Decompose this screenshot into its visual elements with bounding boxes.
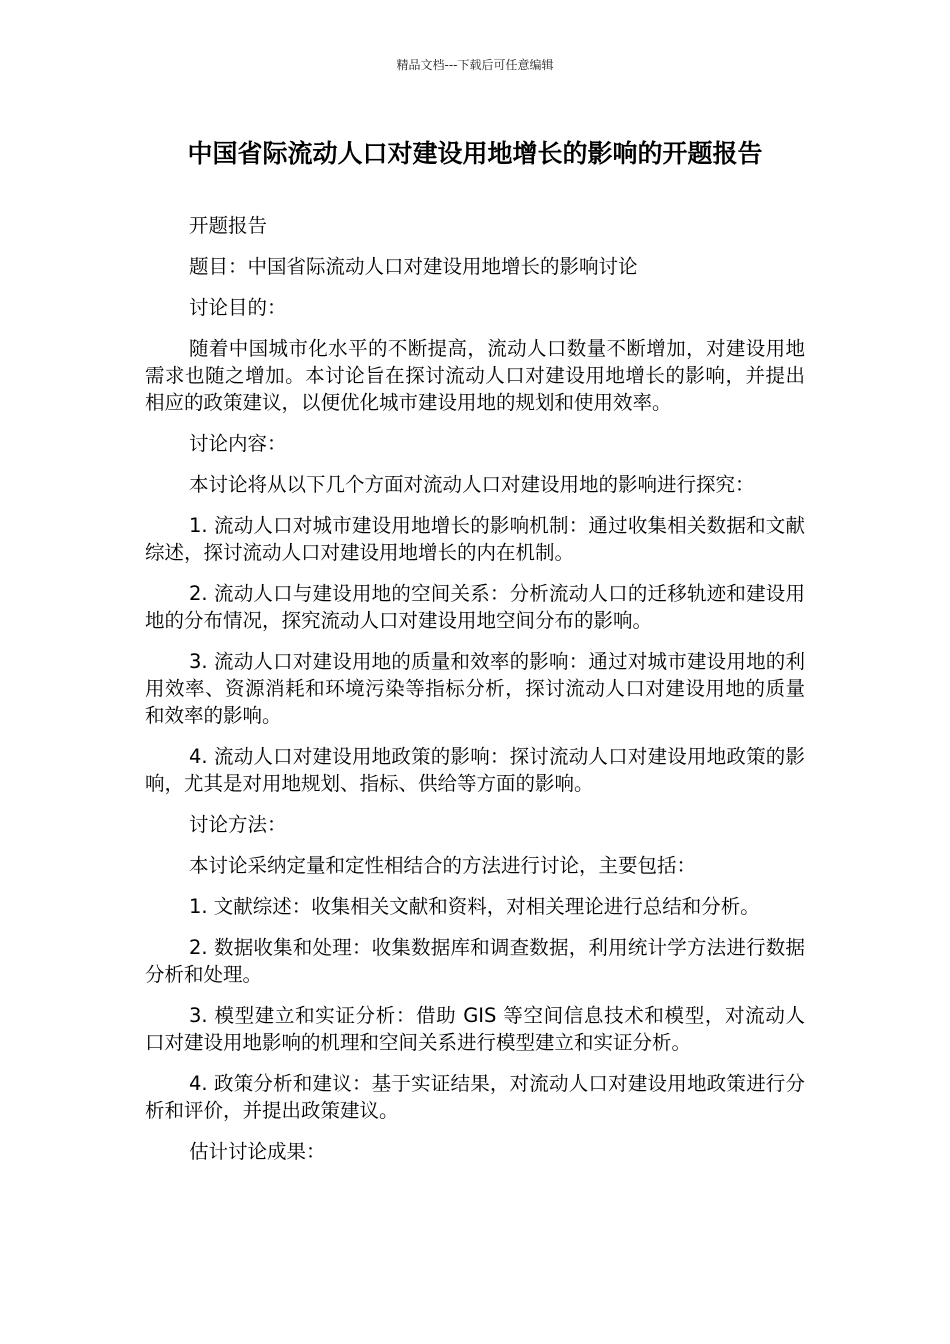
document-title: 中国省际流动人口对建设用地增长的影响的开题报告 bbox=[187, 139, 763, 168]
content-item-3: 3. 流动人口对建设用地的质量和效率的影响：通过对城市建设用地的利用效率、资源消耗和环境污染等指标分析，探讨流动人口对建设用地的质量和效率的影响。 bbox=[145, 650, 805, 727]
section-heading-purpose: 讨论目的： bbox=[189, 296, 287, 319]
method-item-3: 3. 模型建立和实证分析：借助 GIS 等空间信息技术和模型，对流动人口对建设用地影响的机理和空间关系进行模型建立和实证分析。 bbox=[145, 1004, 805, 1054]
section-heading-content: 讨论内容： bbox=[189, 432, 287, 455]
section-label-report: 开题报告 bbox=[189, 214, 268, 237]
section-heading-method: 讨论方法： bbox=[189, 813, 287, 836]
page-header-note: 精品文档---下载后可任意编辑 bbox=[396, 58, 554, 72]
content-intro: 本讨论将从以下几个方面对流动人口对建设用地的影响进行探究： bbox=[189, 473, 755, 496]
content-item-2: 2. 流动人口与建设用地的空间关系：分析流动人口的迁移轨迹和建设用地的分布情况，探究流动人口对建设用地空间分布的影响。 bbox=[145, 582, 805, 632]
method-item-1: 1. 文献综述：收集相关文献和资料，对相关理论进行总结和分析。 bbox=[189, 895, 760, 918]
content-item-4: 4. 流动人口对建设用地政策的影响：探讨流动人口对建设用地政策的影响，尤其是对用地规划、指标、供给等方面的影响。 bbox=[145, 745, 805, 795]
section-heading-outcomes: 估计讨论成果： bbox=[189, 1140, 326, 1163]
purpose-paragraph: 随着中国城市化水平的不断提高，流动人口数量不断增加，对建设用地需求也随之增加。本讨论旨在探讨流动人口对建设用地增长的影响，并提出相应的政策建议，以便优化城市建设用地的规划和使用效率。 bbox=[145, 337, 805, 414]
method-intro: 本讨论采纳定量和定性相结合的方法进行讨论，主要包括： bbox=[189, 854, 697, 877]
content-item-1: 1. 流动人口对城市建设用地增长的影响机制：通过收集相关数据和文献综述，探讨流动人口对建设用地增长的内在机制。 bbox=[145, 514, 805, 564]
document-body bbox=[145, 212, 805, 1179]
topic-line: 题目：中国省际流动人口对建设用地增长的影响讨论 bbox=[189, 255, 638, 278]
method-item-2: 2. 数据收集和处理：收集数据库和调查数据，利用统计学方法进行数据分析和处理。 bbox=[145, 936, 805, 986]
method-item-4: 4. 政策分析和建议：基于实证结果，对流动人口对建设用地政策进行分析和评价，并提出政策建议。 bbox=[145, 1072, 805, 1122]
